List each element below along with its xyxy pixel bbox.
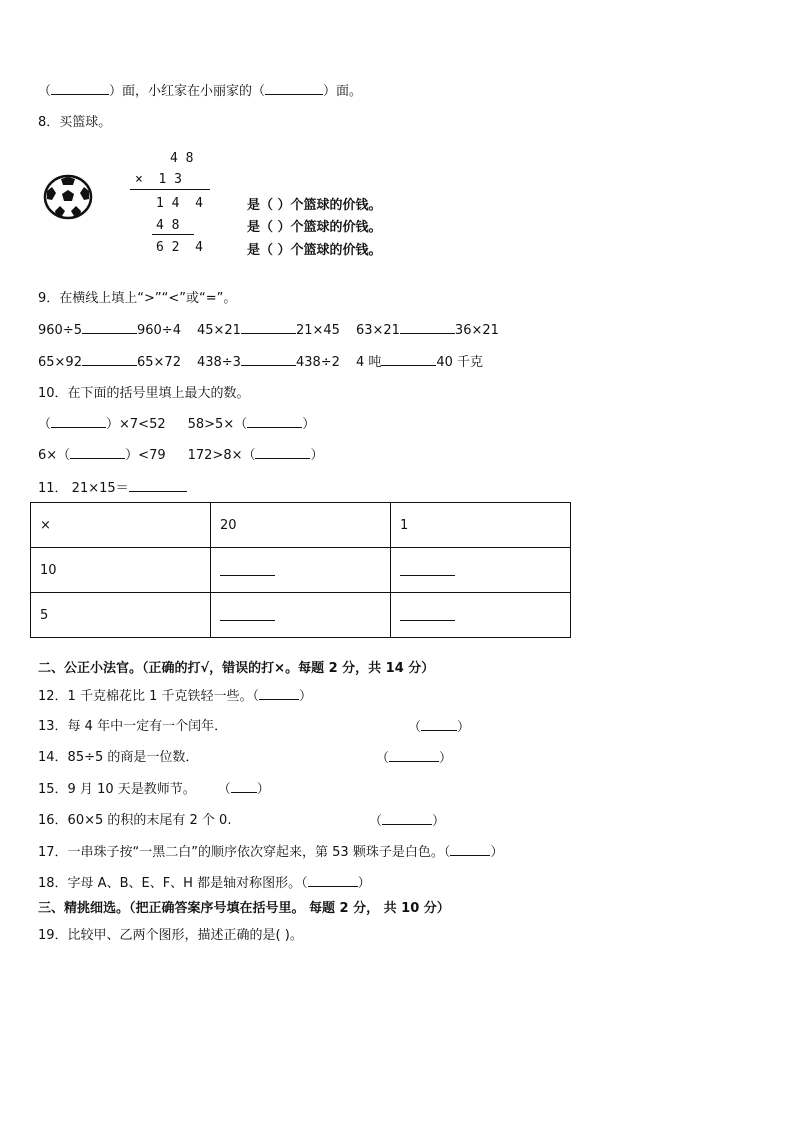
q17: 17．一串珠子按“一黑二白”的顺序依次穿起来，第 53 颗珠子是白色。（ ）	[38, 845, 504, 860]
section-2-heading: 二、公正小法官。（正确的打√，错误的打×。每题 2 分，共 14 分）	[38, 661, 435, 676]
answer-blank[interactable]	[247, 415, 302, 428]
q12: 12．1 千克棉花比 1 千克铁轻一些。（ ）	[38, 689, 312, 704]
calc-line-1	[130, 189, 210, 190]
answer-blank[interactable]	[220, 606, 275, 621]
q19: 19．比较甲、乙两个图形，描述正确的是( )。	[38, 928, 303, 943]
calc-line-2	[152, 234, 194, 235]
answer-blank[interactable]	[265, 82, 323, 95]
grid-answer-cell[interactable]	[391, 593, 571, 638]
compare-blank[interactable]	[82, 353, 137, 366]
q8-answer-1[interactable]: 是（ ）个篮球的价钱。	[247, 198, 382, 213]
judge-blank[interactable]	[382, 812, 432, 825]
calc-multiplicand: 4 8	[170, 151, 194, 166]
answer-blank[interactable]	[255, 446, 310, 459]
q11-title: 11． 21×15＝	[38, 479, 187, 498]
judge-blank[interactable]	[231, 780, 257, 793]
calc-product: 6 2 4	[156, 240, 203, 255]
grid-header-cell: 20	[211, 503, 391, 548]
calc-multiplier: × 1 3	[135, 172, 182, 187]
judge-blank[interactable]	[259, 687, 299, 700]
q15: 15．9 月 10 天是教师节。 （ ）	[38, 782, 270, 797]
section-3-heading: 三、精挑细选。（把正确答案序号填在括号里。 每题 2 分， 共 10 分）	[38, 901, 450, 916]
compare-blank[interactable]	[400, 321, 455, 334]
q14: 14．85÷5 的商是一位数． （ ）	[38, 750, 453, 766]
table-row	[31, 503, 571, 548]
answer-blank[interactable]	[51, 82, 109, 95]
q16: 16．60×5 的积的末尾有 2 个 0. （ ）	[38, 813, 446, 829]
multiplication-grid	[30, 502, 571, 638]
grid-answer-cell[interactable]	[391, 548, 571, 593]
q10-row-1: （ ）×7<52 58>5×（ ）	[38, 417, 316, 432]
q8-answer-2[interactable]: 是（ ）个篮球的价钱。	[247, 220, 382, 235]
grid-answer-cell[interactable]	[211, 548, 391, 593]
grid-header-cell: ×	[31, 503, 211, 548]
q18: 18．字母 A、B、E、F、H 都是轴对称图形。（ ）	[38, 876, 371, 891]
judge-blank[interactable]	[450, 843, 490, 856]
answer-blank[interactable]	[400, 561, 455, 576]
compare-blank[interactable]	[241, 353, 296, 366]
answer-blank[interactable]	[400, 606, 455, 621]
judge-blank[interactable]	[389, 749, 439, 762]
q8-title: 8．买篮球。	[38, 115, 112, 130]
grid-answer-cell[interactable]	[211, 593, 391, 638]
calc-partial-1: 1 4 4	[156, 196, 203, 211]
q9-row-2: 65×92 65×72 438÷3 438÷2 4 吨 40 千克	[38, 355, 484, 370]
answer-blank[interactable]	[220, 561, 275, 576]
answer-blank[interactable]	[129, 479, 187, 492]
q10-row-2: 6×（ ）<79 172>8×（ ）	[38, 448, 324, 463]
answer-blank[interactable]	[51, 415, 106, 428]
q9-row-1: 960÷5 960÷4 45×21 21×45 63×21 36×21	[38, 323, 499, 338]
judge-blank[interactable]	[308, 874, 358, 887]
calc-partial-2: 4 8	[156, 218, 180, 233]
soccer-ball-icon	[43, 174, 93, 220]
compare-blank[interactable]	[381, 353, 436, 366]
q8-answer-3[interactable]: 是（ ）个篮球的价钱。	[247, 243, 382, 258]
answer-blank[interactable]	[70, 446, 125, 459]
grid-header-cell: 1	[391, 503, 571, 548]
table-row	[31, 548, 571, 593]
judge-blank[interactable]	[421, 718, 457, 731]
compare-blank[interactable]	[82, 321, 137, 334]
q9-title: 9．在横线上填上“>”“<”或“=”。	[38, 291, 237, 306]
q7-tail: （ ）面，小红家在小丽家的（ ）面。	[38, 84, 363, 99]
grid-row-label: 5	[31, 593, 211, 638]
table-row	[31, 593, 571, 638]
compare-blank[interactable]	[241, 321, 296, 334]
q13: 13．每 4 年中一定有一个闰年． （ ）	[38, 719, 471, 735]
grid-row-label: 10	[31, 548, 211, 593]
q10-title: 10．在下面的括号里填上最大的数。	[38, 386, 250, 401]
